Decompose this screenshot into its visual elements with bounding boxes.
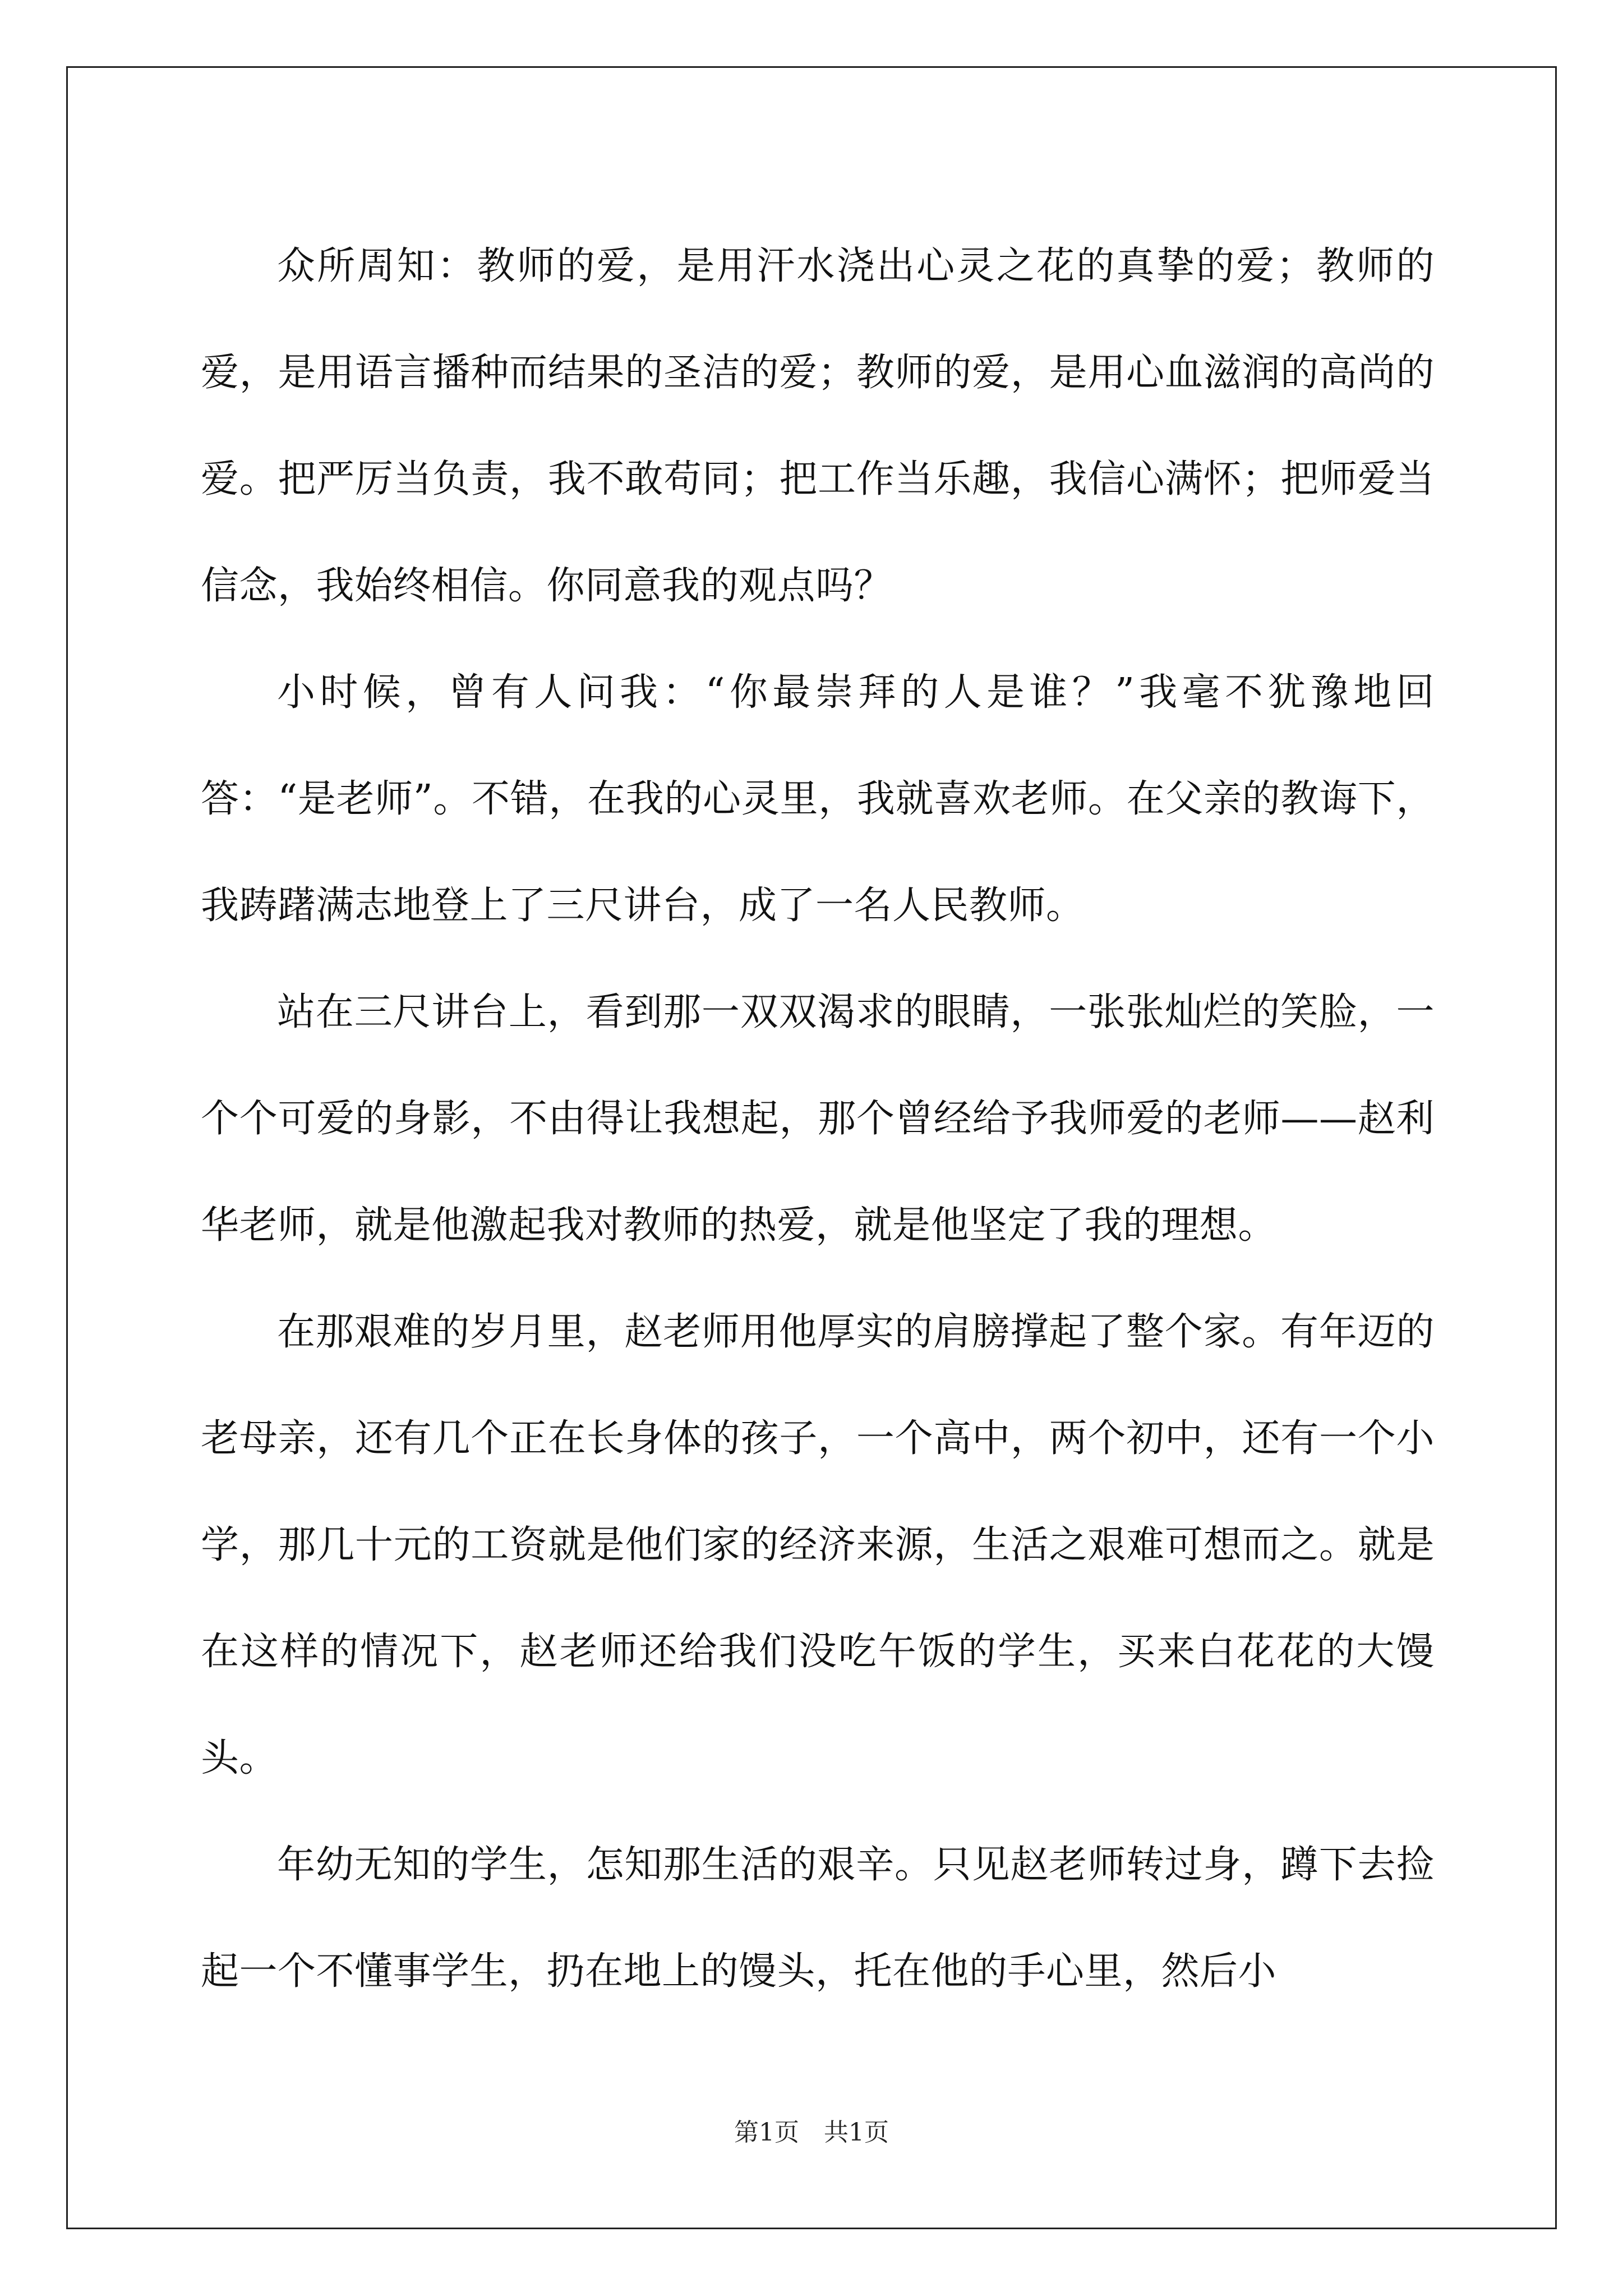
paragraph-4: 在那艰难的岁月里，赵老师用他厚实的肩膀撑起了整个家。有年迈的老母亲，还有几个正在长身体的孩子，一个高中，两个初中，还有一个小学，那几十元的工资就是他们家的经济来源，生活之艰难可想而之。就是在这样的情况下，赵老师还给我们没吃午饭的学生，买来白花花的大馒头。: [201, 1310, 1435, 1780]
paragraph-1: 众所周知：教师的爱，是用汗水浇出心灵之花的真挚的爱；教师的爱，是用语言播种而结果的圣洁的爱；教师的爱，是用心血滋润的高尚的爱。把严厉当负责，我不敢苟同；把工作当乐趣，我信心满怀；把师爱当信念，我始终相信。你同意我的观点吗？: [201, 244, 1435, 608]
paragraph-5: 年幼无知的学生，怎知那生活的艰辛。只见赵老师转过身，蹲下去捡起一个不懂事学生，扔在地上的馒头，托在他的手心里，然后小: [201, 1843, 1435, 1994]
document-body: [201, 213, 1435, 2025]
page-footer: [0, 2112, 1623, 2148]
page-number: 第1页 共1页: [734, 2118, 889, 2147]
paragraph-3: 站在三尺讲台上，看到那一双双渴求的眼睛，一张张灿烂的笑脸，一个个可爱的身影，不由得让我想起，那个曾经给予我师爱的老师——赵利华老师，就是他激起我对教师的热爱，就是他坚定了我的理想。: [201, 990, 1435, 1248]
paragraph-2: 小时候，曾有人问我：“你最崇拜的人是谁？”我毫不犹豫地回答：“是老师”。不错，在我的心灵里，我就喜欢老师。在父亲的教诲下，我踌躇满志地登上了三尺讲台，成了一名人民教师。: [201, 670, 1435, 928]
